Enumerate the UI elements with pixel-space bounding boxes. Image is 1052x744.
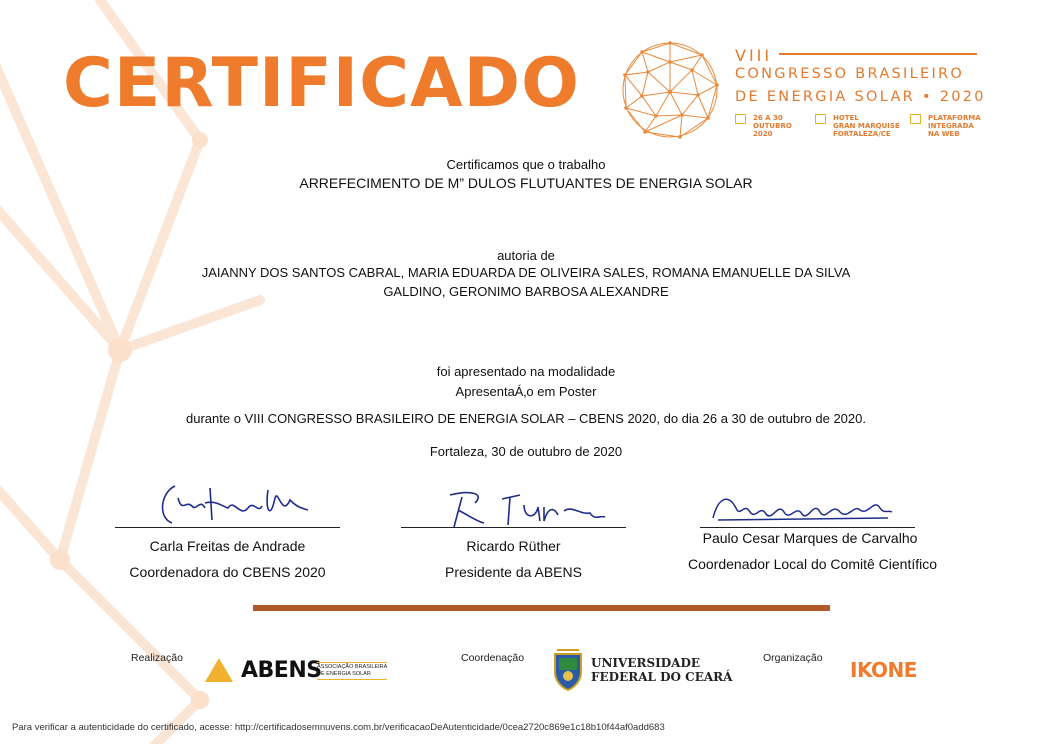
signature-ricardo (440, 485, 615, 530)
conference-name-line1: CONGRESSO BRASILEIRO (735, 66, 965, 82)
ikone-logo: IKONE (850, 658, 917, 682)
signature-carla (150, 478, 325, 528)
ufc-crest-icon (551, 648, 585, 692)
modality-value: ApresentaÁ‚o em Poster (455, 384, 597, 399)
place-date: Fortaleza, 30 de outubro de 2020 (429, 444, 623, 459)
hotel-icon (815, 114, 826, 124)
abens-logo: ABENS ASSOCIAÇÃO BRASILEIRA DE ENERGIA SOLAR (205, 656, 405, 686)
signer-role-2: Presidente da ABENS (445, 564, 582, 580)
signer-name-1: Carla Freitas de Andrade (149, 538, 306, 554)
signer-name-2: Ricardo Rüther (466, 538, 561, 554)
authors-line1: JAIANNY DOS SANTOS CABRAL, MARIA EDUARDA DE OLIVEIRA SALES, ROMANA EMANUELLE DA SILVA (201, 265, 851, 280)
signer-role-3: Coordenador Local do Comitê Científico (687, 556, 938, 572)
signer-name-3: Paulo Cesar Marques de Carvalho (702, 530, 918, 546)
certificate-page: CERTIFICADO VIII CONGRESSO BRASILEIRO DE ENERGIA SOLAR • 2020 26 A 30 OUTUBRO 2020 HOTEL GRAN MARQUISE FORTALEZA/CE PLATAFORMA INTEGRADA NA WEB Certificamos que o trabalho ARREFECIMENTO DE M” DULOS FLUTUANTES DE ENERGIA SOLAR autoria de JAIANNY DOS SANTOS CABRAL, MARIA EDUARDA DE OLIVEIRA SALES, ROMANA EMANUELLE DA SILVA GALDINO, GERONIMO BARBOSA ALEXANDRE foi apresentado na modalidade ApresentaÁ‚o em Poster durante o VIII CONGRESSO BRASILEIRO DE ENERGIA SOLAR – CBENS 2020, do dia 26 a 30 de outubro de 2020. Fortaleza, 30 de outubro de 2020 Carla Freitas de Andrade Coordenadora do CBENS 2020 Ricardo Rüther Presidente da ABENS Paulo Cesar Marques de Carvalho Coordenador Local do Comitê Científico Realização ABENS ASSOCIAÇÃO BRASILEIRA DE ENERGIA SOLAR Coordenação UNIVERSIDADE FEDERAL DO CEARÁ Organização IKONE Para verificar a autenticidade do certificado, acesse: http://certificadosemnuvens.com.br/verificacaoDeAutenticidade/0cea2720c869e1c18b10f44af0add683 (0, 0, 1052, 744)
realizacao-label: Realização (131, 652, 183, 664)
modality-label: foi apresentado na modalidade (436, 364, 616, 379)
coordenacao-label: Coordenação (461, 652, 525, 664)
signature-line-2 (401, 527, 626, 528)
work-title: ARREFECIMENTO DE M” DULOS FLUTUANTES DE ENERGIA SOLAR (299, 175, 753, 191)
conference-globe-logo (620, 40, 720, 140)
signature-line-1 (115, 527, 340, 528)
organizacao-label: Organização (763, 652, 823, 664)
ufc-logo: UNIVERSIDADE FEDERAL DO CEARÁ (551, 648, 721, 692)
signer-role-1: Coordenadora do CBENS 2020 (129, 564, 326, 580)
authors-line2: GALDINO, GERONIMO BARBOSA ALEXANDRE (383, 284, 669, 299)
monitor-icon (910, 114, 921, 124)
intro-text: Certificamos que o trabalho (446, 157, 606, 172)
verification-text: Para verificar a autenticidade do certificado, acesse: http://certificadosemnuvens.com.br/verificacaoDeAutenticidade/0cea2720c869e1c18b10f44af0add683 (12, 722, 665, 733)
calendar-icon (735, 114, 746, 124)
divider-bar (253, 605, 830, 611)
conference-name-line2: DE ENERGIA SOLAR • 2020 (735, 89, 986, 105)
authorship-label: autoria de (497, 248, 555, 263)
signature-line-3 (700, 527, 915, 528)
signature-paulo (708, 488, 898, 528)
abens-sun-icon (205, 658, 233, 682)
certificate-title: CERTIFICADO (63, 44, 580, 123)
conference-divider (779, 53, 977, 55)
conference-edition: VIII (735, 46, 773, 65)
event-line: durante o VIII CONGRESSO BRASILEIRO DE ENERGIA SOLAR – CBENS 2020, do dia 26 a 30 de outubro de 2020. (186, 411, 866, 426)
